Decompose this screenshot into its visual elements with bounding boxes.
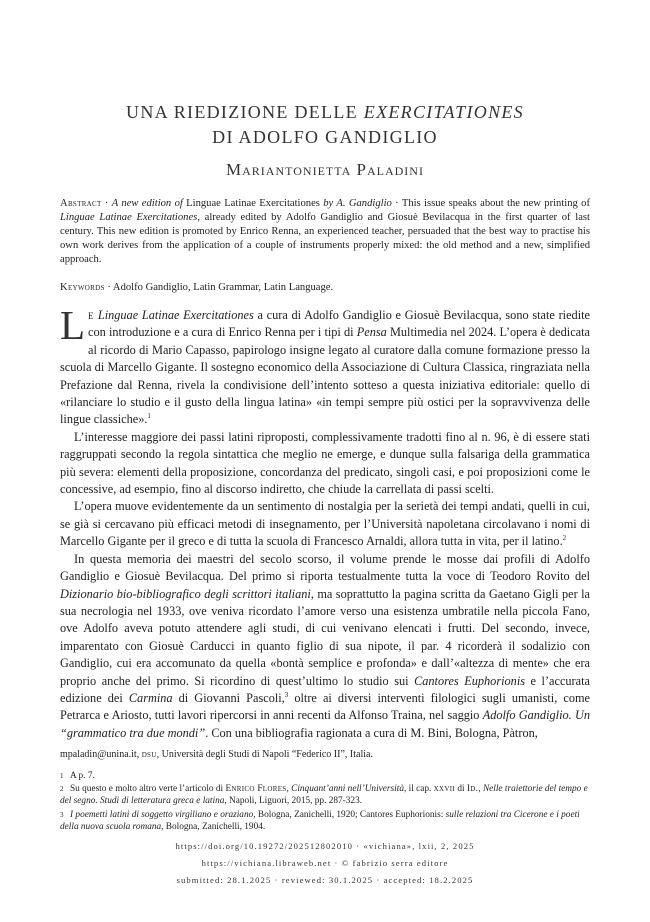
separator: · xyxy=(104,282,113,293)
text: , ma soprattutto la pagina scritta da Gaetano Gigli per la sua necrologia nel 1933, ove veniva ricordato l’amore verso una esistenza umbratile nella piccola Fano, ove Adolfo aveva potuto attendere agli studi, di cui venivano elencati i frutti. Del secondo, invece, imparentato con Giosuè Carducci in quanto figlio di sua nipote, il par. 4 ricorderà il sodalizio con Gandiglio, cui era accomunato da quella «bontà semplice e profonda» e dall’«altezza di mente» che era proprio anche del primo. Si ricordino di quest’ultimo lo studio sui xyxy=(60,586,590,688)
footnote-text: A p. 7. xyxy=(70,771,95,781)
title-text: UNA RIEDIZIONE DELLE xyxy=(126,102,364,122)
text: Multimedia nel 2024. L’opera è dedicata al ricordo di Mario Capasso, papirologo insigne legato al curatore dalla comune formazione presso la scuola di Marcello Gigante. Il sostegno economico della Associazione di Cultura Classica, ringraziata nella Prefazione dal Renna, rivela la condivisione dell’intento sotteso a questa iniziativa editoriale: quello di «rilanciare lo studio e il gusto della lingua latina» «in tempi sempre più ostici per la sopravvivenza delle lingue classiche». xyxy=(60,325,590,427)
text: di Giovanni Pascoli, xyxy=(172,690,285,705)
text: Carmina xyxy=(128,690,173,705)
abstract-text: Linguae Latinae Exercitationes xyxy=(182,198,324,209)
footnote-ref[interactable]: 3 xyxy=(284,690,289,699)
dates-line: submitted: 28.1.2025 · reviewed: 30.1.2025 · accepted: 18.2.2025 xyxy=(176,875,474,885)
affiliation-text: , Università degli Studi di Napoli “Federico II”, Italia. xyxy=(156,749,373,760)
title-line-2: DI ADOLFO GANDIGLIO xyxy=(212,127,438,147)
footnotes xyxy=(60,770,590,834)
footnote-ref[interactable]: 2 xyxy=(562,534,567,543)
body-text xyxy=(60,302,590,742)
paragraph xyxy=(60,302,590,429)
keywords xyxy=(60,281,590,295)
abstract-text: · This issue speaks about the new printing of xyxy=(391,198,590,209)
text: , Napoli, Liguori, 2015, pp. 287-323. xyxy=(224,796,363,807)
abstract xyxy=(60,197,590,267)
text: a cura di Adolfo Gandiglio e Giosuè Bevilacqua, sono state riedite con introduzione e a cura di Enrico Renna per i tipi di xyxy=(88,308,590,340)
paragraph: L’interesse maggiore dei passi latini riproposti, complessivamente tradotti fino al n. 96, è di essere stati raggruppati secondo la regola sintattica che meglio ne emerge, e dunque sulla falsariga della grammatica più severa: elementi della proposizione, concordanza del predicato, singoli casi, e poi proposizioni come le concessive, ad esempio, fino al discorso indiretto, che chiude la carrellata di passi scelti. xyxy=(60,429,590,497)
footnote-number: 1 xyxy=(60,772,64,780)
text: Linguae Latinae Exercitationes xyxy=(97,308,254,322)
publisher-line[interactable]: https://vichiana.libraweb.net · © fabrizio serra editore xyxy=(201,858,449,868)
text: , xyxy=(286,784,292,795)
text: sulle relazioni tra Cicerone e i poeti della nuova scuola romana xyxy=(60,809,580,832)
text: e xyxy=(88,308,98,322)
footnote xyxy=(60,783,590,807)
paragraph xyxy=(60,551,590,742)
text: Cantores Euphorionis xyxy=(414,673,526,688)
text: L’opera muove evidentemente da un sentimento di nostalgia per la serietà dei tempi andati, quelli in cui, se già si cercavano più efficaci metodi di insegnamento, per l’Università napoletana circolavano i nomi di Marcello Gigante per il greco e di tutta la scuola di Francesco Arnaldi, allora tutta in vita, per il latino. xyxy=(60,499,590,549)
abstract-text: A new edition of xyxy=(111,198,183,209)
text: Adolfo Gandiglio. Un “grammatico tra due mondi” xyxy=(60,708,590,740)
footnote xyxy=(60,809,590,833)
footnote-number: 2 xyxy=(60,785,64,794)
abstract-text: , already edited by Adolfo Gandiglio and Giosuè Bevilacqua in the first quarter of last century. This new edition is promoted by Enrico Renna, an experienced teacher, persuaded that the best way to practise his own work derives from the application of a couple of instruments properly mixed: the old method and a new, simplified approach. xyxy=(60,212,591,265)
affiliation: mpaladin@unina.it, dsu, Università degli Studi di Napoli “Federico II”, Italia. xyxy=(60,749,373,760)
text: Cinquant’anni nell’Università xyxy=(291,784,404,795)
keywords-label: Keywords xyxy=(60,282,105,293)
abstract-text: Linguae Latinae Exercitationes xyxy=(60,212,198,223)
title-italic: EXERCITATIONES xyxy=(363,102,524,122)
text: Dizionario bio-bibliografico degli scrittori italiani xyxy=(60,586,311,601)
text: . Con una bibliografia ragionata a cura di M. Bini, Bologna, Pàtron, xyxy=(205,725,538,740)
keywords-text: Adolfo Gandiglio, Latin Grammar, Latin Language. xyxy=(112,282,334,293)
text: di xyxy=(455,784,467,795)
title-line-1 xyxy=(60,100,590,125)
text: , xyxy=(478,784,483,795)
text: In questa memoria dei maestri del secolo scorso, il volume prende le mosse dai profili di Adolfo Gandiglio e Giosuè Bevilacqua. Del primo si riporta testualmente tutta la voce di Teodoro Rovito del xyxy=(60,551,590,584)
paragraph xyxy=(60,498,590,550)
text: xxvii xyxy=(433,784,455,795)
footnote-number: 3 xyxy=(60,810,64,819)
email-link[interactable]: mpaladin@unina.it xyxy=(60,749,137,760)
text: , Bologna, Zanichelli, 1920; Cantores Euphorionis: xyxy=(253,809,446,820)
drop-cap: L xyxy=(60,302,86,348)
text: Pensa xyxy=(356,325,387,340)
text: e l’accurata edizione dei xyxy=(60,673,590,705)
abstract-label: Abstract xyxy=(60,198,102,209)
abstract-text: by A. Gandiglio xyxy=(323,198,392,209)
separator: · xyxy=(101,198,112,209)
footnote-ref[interactable]: 1 xyxy=(147,412,151,421)
article-title xyxy=(60,100,590,150)
text: , Bologna, Zanichelli, 1904. xyxy=(161,821,266,832)
department: dsu xyxy=(141,749,157,760)
text: , il cap. xyxy=(403,784,434,795)
footnote xyxy=(60,770,590,782)
text: Su questo e molto altro verte l’articolo di xyxy=(70,784,226,795)
text: Nelle traiettorie del tempo e del segno. Studi di letteratura greca e latina xyxy=(60,784,588,807)
author-name: Mariantonietta Paladini xyxy=(226,160,424,179)
text: I poemetti latini di soggetto virgiliano e oraziano xyxy=(70,809,254,820)
text: oltre ai diversi interventi filologici sugli umanisti, come Petrarca e Ariosto, tutti lavori ripercorsi in anni recenti da Alfonso Traina, nel saggio xyxy=(60,690,590,723)
text: Enrico Flores xyxy=(225,784,287,795)
text: Id. xyxy=(466,784,479,795)
doi-line[interactable]: https://doi.org/10.19272/202512802010 · «vichiana», lxii, 2, 2025 xyxy=(175,841,475,851)
